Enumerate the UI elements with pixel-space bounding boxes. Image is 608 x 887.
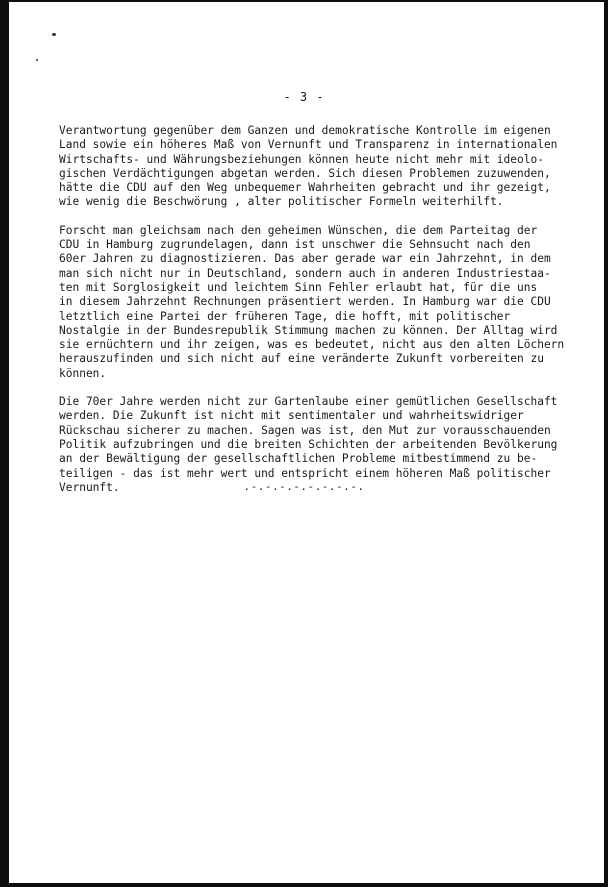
section-separator: .-.-.-.-.-.-.-.-. xyxy=(243,480,365,493)
text-line: in diesem Jahrzehnt Rechnungen präsentiert werden. In Hamburg war die CDU xyxy=(59,295,551,309)
text-line: Forscht man gleichsam nach den geheimen Wünschen, die dem Parteitag der xyxy=(59,223,538,237)
text-line: Wirtschafts- und Währungsbeziehungen können heute nicht mehr mit ideolo- xyxy=(59,152,544,166)
text-line: CDU in Hamburg zugrundelagen, dann ist unschwer die Sehnsucht nach den xyxy=(59,238,531,252)
paragraph xyxy=(59,224,575,381)
text-line: teiligen - das ist mehr wert und entspricht einem höheren Maß politischer xyxy=(59,466,551,480)
scan-speck xyxy=(52,33,56,36)
text-line: können. xyxy=(59,366,107,380)
paragraph xyxy=(59,124,575,210)
text-line: hätte die CDU auf den Weg unbequemer Wahrheiten gebracht und ihr gezeigt, xyxy=(59,181,551,195)
text-line: Nostalgie in der Bundesrepublik Stimmung machen zu können. Der Alltag wird xyxy=(59,323,558,337)
text-line: gischen Verdächtigungen abgetan werden. Sich diesen Problemen zuzuwenden, xyxy=(59,166,551,180)
text-line: an der Bewältigung der gesellschaftlichen Probleme mitbestimmend zu be- xyxy=(59,452,538,466)
text-line: wie wenig die Beschwörung , alter politischer Formeln weiterhilft. xyxy=(59,195,504,209)
text-line: werden. Die Zukunft ist nicht mit sentimentaler und wahrheitswidriger xyxy=(59,409,524,423)
text-line: herauszufinden und sich nicht auf eine veränderte Zukunft vorbereiten zu xyxy=(59,352,544,366)
scan-speck xyxy=(36,59,38,61)
text-line: Rückschau sicherer zu machen. Sagen was ist, den Mut zur vorausschauenden xyxy=(59,423,551,437)
text-line: Verantwortung gegenüber dem Ganzen und demokratische Kontrolle im eigenen xyxy=(59,124,551,137)
text-line: Land sowie ein höheres Maß von Vernunft und Transparenz in internationalen xyxy=(59,138,558,152)
text-line: Vernunft. xyxy=(59,480,120,494)
page-number: - 3 - xyxy=(283,90,325,104)
text-line: Die 70er Jahre werden nicht zur Gartenlaube einer gemütlichen Gesellschaft xyxy=(59,395,558,409)
text-line: sie ernüchtern und ihr zeigen, was es bedeutet, nicht aus den alten Löchern xyxy=(59,338,565,352)
document-body xyxy=(59,124,575,509)
text-line: letztlich eine Partei der früheren Tage, die hofft, mit politischer xyxy=(59,309,511,323)
text-line: Politik aufzubringen und die breiten Schichten der arbeitenden Bevölkerung xyxy=(59,437,558,451)
text-line: 60er Jahren zu diagnostizieren. Das aber gerade war ein Jahrzehnt, in dem xyxy=(59,252,551,266)
text-line: man sich nicht nur in Deutschland, sondern auch in anderen Industriestaa- xyxy=(59,266,551,280)
text-line: ten mit Sorglosigkeit und leichtem Sinn Fehler erlaubt hat, für die uns xyxy=(59,280,538,294)
